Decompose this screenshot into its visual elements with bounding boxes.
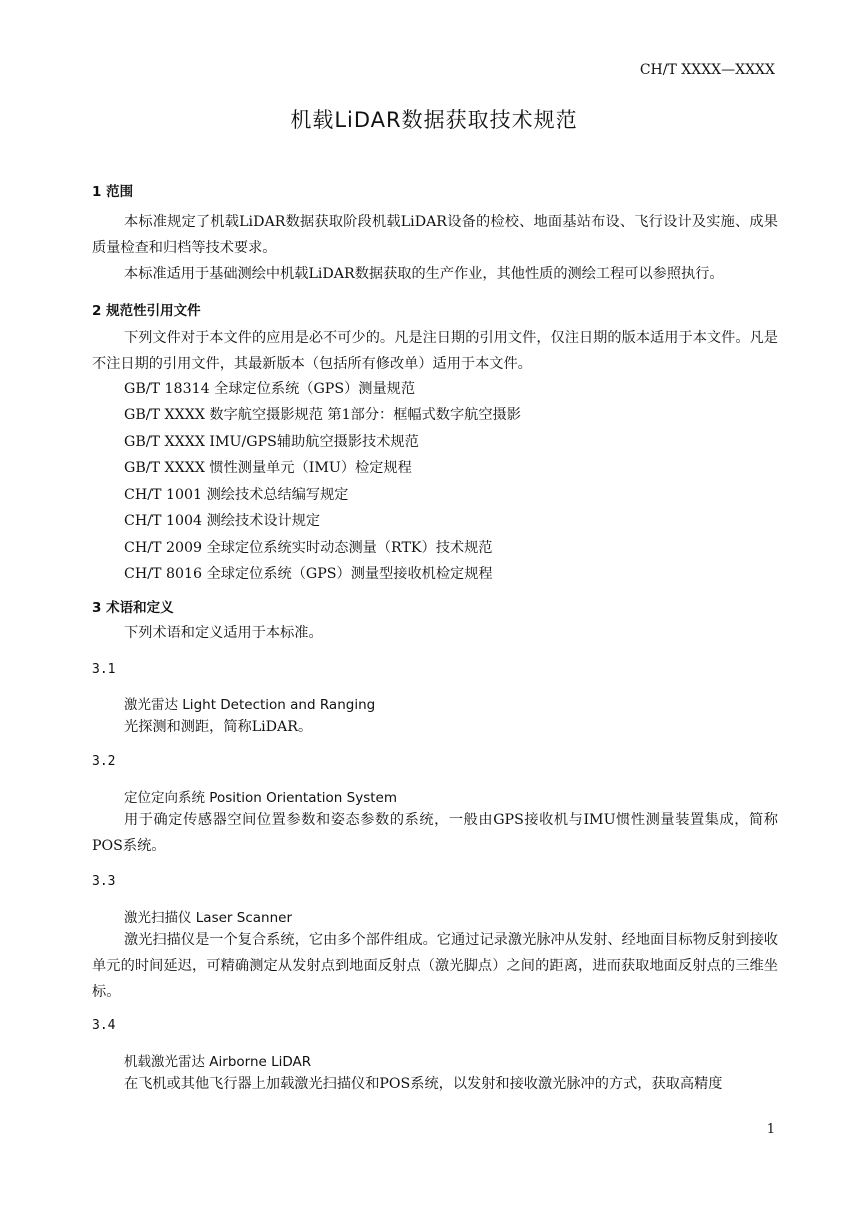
reference-item: GB/T 18314 全球定位系统（GPS）测量规范 [124,381,416,397]
section-heading-scope: 1 范围 [92,184,134,200]
term-definition: 在飞机或其他飞行器上加载激光扫描仪和POS系统，以发射和接收激光脉冲的方式，获取高精度 [124,1076,723,1092]
header-standard-code: CH/T XXXX—XXXX [639,62,775,78]
term-title: 定位定向系统 Position Orientation System [124,790,397,806]
reference-item: GB/T XXXX 惯性测量单元（IMU）检定规程 [124,460,412,476]
term-title: 机载激光雷达 Airborne LiDAR [124,1054,312,1070]
document-title: 机载LiDAR数据获取技术规范 [290,108,578,132]
paragraph: 本标准规定了机载LiDAR数据获取阶段机载LiDAR设备的检校、地面基站布设、飞行设计及实施、成果质量检查和归档等技术要求。 [92,214,778,256]
reference-item: CH/T 2009 全球定位系统实时动态测量（RTK）技术规范 [124,540,493,556]
term-definition: 光探测和测距，简称LiDAR。 [124,719,313,735]
reference-item: CH/T 8016 全球定位系统（GPS）测量型接收机检定规程 [124,566,493,582]
term-number: 3.1 [92,662,116,677]
reference-item: GB/T XXXX IMU/GPS辅助航空摄影技术规范 [124,434,419,450]
term-title: 激光扫描仪 Laser Scanner [124,910,292,926]
term-number: 3.3 [92,874,116,889]
term-number: 3.2 [92,754,116,769]
paragraph: 下列文件对于本文件的应用是必不可少的。凡是注日期的引用文件，仅注日期的版本适用于本文件。凡是不注日期的引用文件，其最新版本（包括所有修改单）适用于本文件。 [92,330,778,372]
paragraph: 下列术语和定义适用于本标准。 [124,625,323,641]
paragraph: 本标准适用于基础测绘中机载LiDAR数据获取的生产作业，其他性质的测绘工程可以参照执行。 [124,266,724,282]
reference-item: CH/T 1004 测绘技术设计规定 [124,513,321,529]
term-number: 3.4 [92,1018,116,1033]
reference-item: CH/T 1001 测绘技术总结编写规定 [124,487,349,503]
section-heading-terms-and-definitions: 3 术语和定义 [92,600,174,616]
section-heading-normative-references: 2 规范性引用文件 [92,303,201,319]
term-definition: 用于确定传感器空间位置参数和姿态参数的系统，一般由GPS接收机与IMU惯性测量装置集成，简称POS系统。 [92,812,778,854]
term-definition: 激光扫描仪是一个复合系统，它由多个部件组成。它通过记录激光脉冲从发射、经地面目标物反射到接收单元的时间延迟，可精确测定从发射点到地面反射点（激光脚点）之间的距离，进而获取地面反射点的三维坐标。 [92,932,778,1000]
term-title: 激光雷达 Light Detection and Ranging [124,697,376,713]
reference-item: GB/T XXXX 数字航空摄影规范 第1部分：框幅式数字航空摄影 [124,407,521,423]
page-number: 1 [766,1122,775,1137]
